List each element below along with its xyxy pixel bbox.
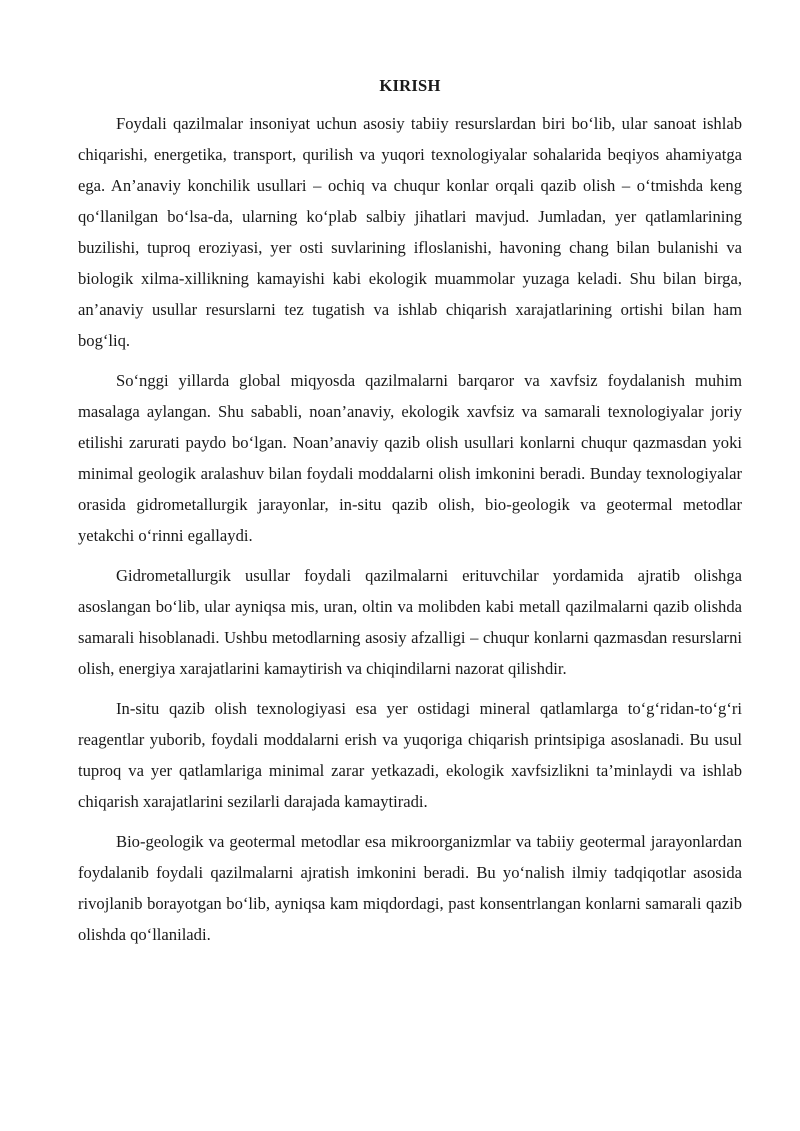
paragraph-3: Gidrometallurgik usullar foydali qazilmalarni erituvchilar yordamida ajratib olishga asoslangan bo‘lib, ular ayniqsa mis, uran, oltin va molibden kabi metall qazilmalarni qazib olishda samarali hisoblanadi. Ushbu metodlarning asosiy afzalligi – chuqur konlarni qazmasdan resurslarni olish, energiya xarajatlarini kamaytirish va chiqindilarni nazorat qilishdir. — [78, 566, 742, 678]
paragraph-2: So‘nggi yillarda global miqyosda qazilmalarni barqaror va xavfsiz foydalanish muhim masalaga aylangan. Shu sababli, noan’anaviy, ekologik xavfsiz va samarali texnologiyalar joriy etilishi zarurati paydo bo‘lgan. Noan’anaviy qazib olish usullari konlarni chuqur qazmasdan yoki minimal geologik aralashuv bilan foydali moddalarni olish imkonini beradi. Bunday texnologiyalar orasida gidrometallurgik jarayonlar, in-situ qazib olish, bio-geologik va geotermal metodlar yetakchi o‘rinni egallaydi. — [78, 371, 742, 545]
paragraph-4: In-situ qazib olish texnologiyasi esa yer ostidagi mineral qatlamlarga to‘g‘ridan-to‘g‘ri reagentlar yuborib, foydali moddalarni erish va yuqoriga chiqarish printsipiga asoslanadi. Bu usul tuproq va yer qatlamlariga minimal zarar yetkazadi, ekologik xavfsizlikni ta’minlaydi va ishlab chiqarish xarajatlarini sezilarli darajada kamaytiradi. — [78, 699, 742, 811]
paragraph-5: Bio-geologik va geotermal metodlar esa mikroorganizmlar va tabiiy geotermal jarayonlardan foydalanib foydali qazilmalarni ajratish imkonini beradi. Bu yo‘nalish ilmiy tadqiqotlar asosida rivojlanib borayotgan bo‘lib, ayniqsa kam miqdordagi, past konsentrlangan konlarni samarali qazib olishda qo‘llaniladi. — [78, 832, 742, 944]
section-title: KIRISH — [379, 76, 441, 95]
paragraph-1: Foydali qazilmalar insoniyat uchun asosiy tabiiy resurslardan biri bo‘lib, ular sanoat ishlab chiqarishi, energetika, transport, qurilish va yuqori texnologiyalar sohalarida beqiyos ahamiyatga ega. An’anaviy konchilik usullari – ochiq va chuqur konlar orqali qazib olish – o‘tmishda keng qo‘llanilgan bo‘lsa-da, ularning ko‘plab salbiy jihatlari mavjud. Jumladan, yer qatlamlarining buzilishi, tuproq eroziyasi, yer osti suvlarining ifloslanishi, havoning chang bilan bulanishi va biologik xilma-xillikning kamayishi kabi ekologik muammolar yuzaga keladi. Shu bilan birga, an’anaviy usullar resurslarni tez tugatish va ishlab chiqarish xarajatlarining ortishi bilan ham bog‘liq. — [78, 114, 742, 350]
document-page — [78, 70, 742, 959]
